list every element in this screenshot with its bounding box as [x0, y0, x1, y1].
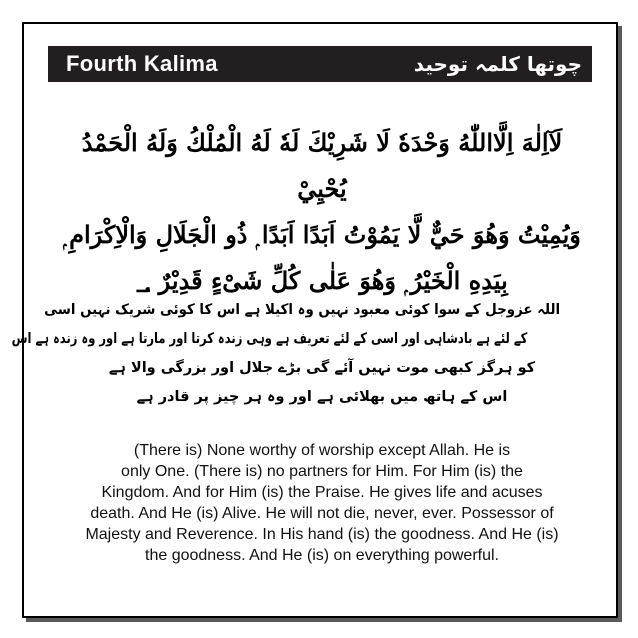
english-line: only One. (There is) no partners for Him. For Him (is) the — [121, 463, 523, 480]
arabic-line: بِيَدِهِ الْخَيْرُ ۭ وَهُوَ عَلٰى كُلِّ شَیْءٍ قَدِيْرٌ ؀ — [136, 266, 508, 295]
arabic-text — [54, 120, 590, 304]
title-english: Fourth Kalima — [66, 51, 218, 76]
urdu-line: اللہ عزوجل کے سوا کوئی معبود نہیں وہ اکیلا ہے اس کا کوئی شریک نہیں اسی — [44, 302, 561, 318]
title-bar — [48, 46, 592, 82]
english-line: death. And He (is) Alive. He will not die, never, ever. Possessor of — [90, 505, 554, 522]
english-line: Kingdom. And for Him (is) the Praise. He gives life and acuses — [101, 484, 543, 501]
urdu-line: کے لئے ہے بادشاہی اور اسی کے لئے تعریف ہے وہی زندہ کرتا اور مارتا ہے اور وہ زندہ ہے اس — [11, 331, 528, 347]
kalima-card — [11, 22, 618, 618]
urdu-line: کو ہرگز کبھی موت نہیں آئے گی بڑے جلال اور بزرگی والا ہے — [108, 360, 536, 376]
english-translation — [52, 440, 592, 566]
arabic-line: لَآاِلٰهَ اِلَّااللّٰهُ وَحْدَهٗ لَا شَرِيْكَ لَهٗ لَهُ الْمُلْكُ وَلَهُ الْحَمْدُ يُحْيِيْ — [81, 128, 563, 203]
english-line: Majesty and Reverence. In His hand (is) the goodness. And He (is) — [85, 526, 559, 543]
urdu-line: اس کے ہاتھ میں بھلائی ہے اور وہ ہر چیز پر قادر ہے — [136, 389, 508, 405]
english-line: (There is) None worthy of worship except Allah. He is — [133, 442, 511, 459]
urdu-translation — [11, 296, 580, 412]
english-line: the goodness. And He (is) on everything powerful. — [145, 547, 499, 564]
title-urdu: چوتھا کلمہ توحید — [413, 52, 582, 76]
arabic-line: وَيُمِيْتُ وَهُوَ حَيٌّ لَّا يَمُوْتُ اَبَدًا اَبَدًا ۭ ذُو الْجَلَالِ وَالْاِكْرَامِ ۭ — [63, 220, 581, 249]
